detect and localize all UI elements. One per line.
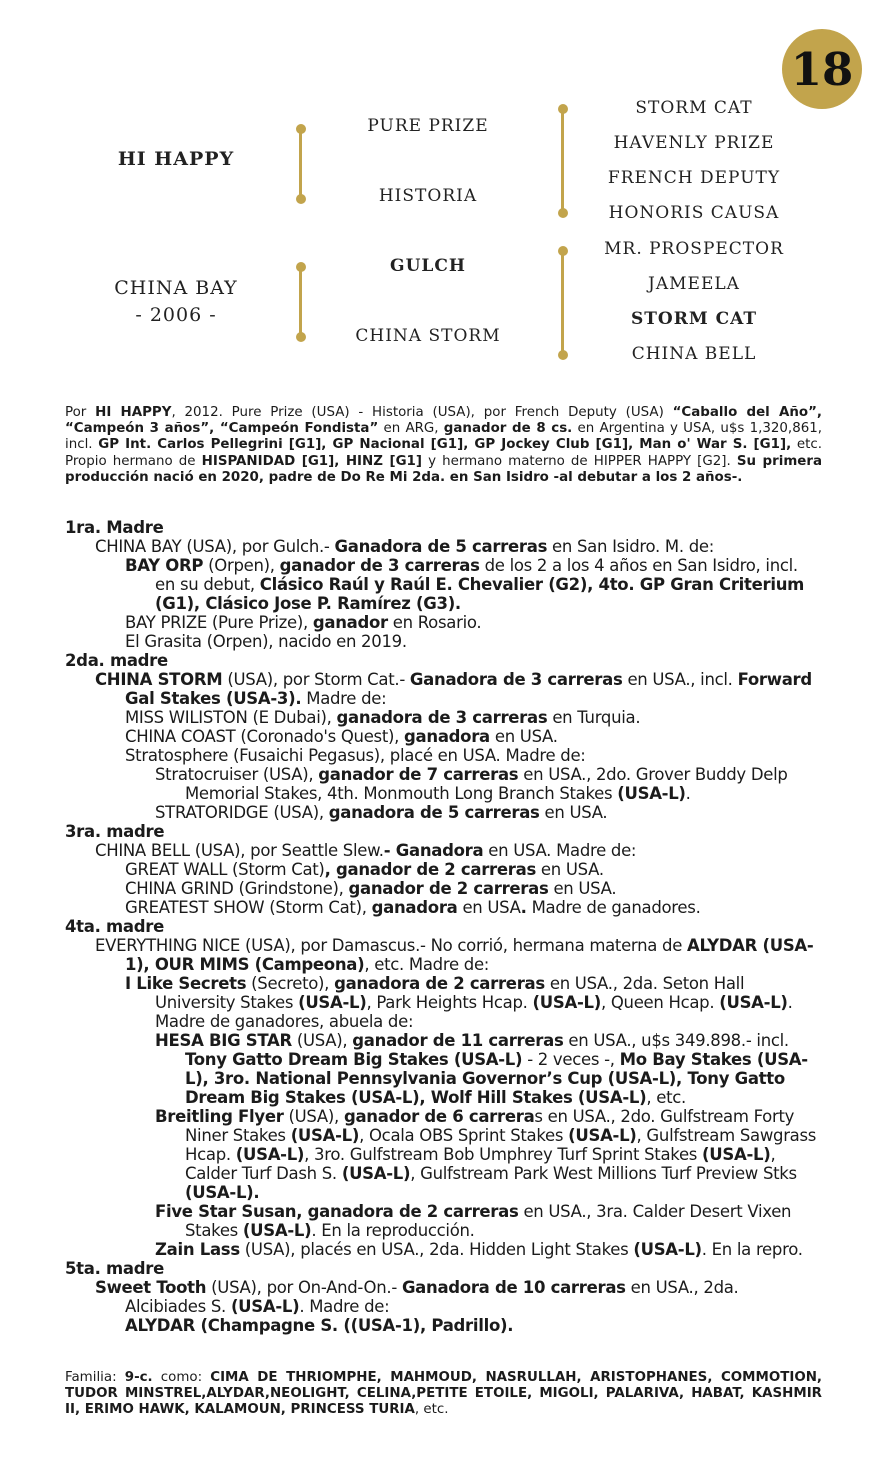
- offspring-entry: I Like Secrets (Secreto), ganadora de 2 carreras en USA., 2da. Seton Hall University Stakes (USA-L), Park Heights Hcap. (USA-L), Queen Hcap. (USA-L). Madre de ganadores, abuela de:: [125, 974, 793, 1031]
- offspring-entry: Stratosphere (Fusaichi Pegasus), placé en USA. Madre de:: [125, 746, 586, 765]
- connector-dot: [296, 194, 306, 204]
- grand-offspring-entry: Zain Lass (USA), placés en USA., 2da. Hidden Light Stakes (USA-L). En la repro.: [155, 1240, 803, 1259]
- grand-offspring-entry: STRATORIDGE (USA), ganadora de 5 carreras en USA.: [155, 803, 608, 822]
- section-heading: 5ta. madre: [65, 1259, 164, 1278]
- offspring-entry: MISS WILISTON (E Dubai), ganadora de 3 carreras en Turquia.: [125, 708, 641, 727]
- connector-line: [561, 109, 564, 213]
- offspring-entry: CHINA COAST (Coronado's Quest), ganadora en USA.: [125, 727, 558, 746]
- offspring-entry: BAY ORP (Orpen), ganador de 3 carreras de los 2 a los 4 años en San Isidro, incl. en su debut, Clásico Raúl y Raúl E. Chevalier (G2), 4to. GP Gran Criterium (G1), Clásico Jose P. Ramírez (G3).: [125, 556, 805, 613]
- ggp-3: FRENCH DEPUTY: [607, 168, 781, 188]
- dam-name: CHINA BAY: [114, 277, 238, 299]
- sire-sire: PURE PRIZE: [367, 116, 489, 136]
- dam-dam: CHINA STORM: [355, 326, 501, 346]
- connector-line: [561, 251, 564, 355]
- sire-name: HI HAPPY: [117, 148, 235, 170]
- offspring-entry: BAY PRIZE (Pure Prize), ganador en Rosario.: [125, 613, 482, 632]
- page-number: 18: [790, 42, 854, 96]
- ggp-5: MR. PROSPECTOR: [604, 239, 784, 259]
- grand-offspring-entry: Breitling Flyer (USA), ganador de 6 carreras en USA., 2do. Gulfstream Forty Niner Stakes (USA-L), Ocala OBS Sprint Stakes (USA-L), Gulfstream Sawgrass Hcap. (USA-L), 3ro. Gulfstream Bob Umphrey Turf Sprint Stakes (USA-L), Calder Turf Dash S. (USA-L), Gulfstream Park West Millions Turf Preview Stks (USA-L).: [155, 1107, 817, 1202]
- dam-entry: EVERYTHING NICE (USA), por Damascus.- No corrió, hermana materna de ALYDAR (USA-1), OUR MIMS (Campeona), etc. Madre de:: [95, 936, 814, 974]
- dam-sire: GULCH: [390, 256, 466, 276]
- section-heading: 1ra. Madre: [65, 518, 164, 537]
- ggp-6: JAMEELA: [648, 274, 740, 294]
- offspring-entry: CHINA GRIND (Grindstone), ganador de 2 carreras en USA.: [125, 879, 617, 898]
- offspring-entry: GREATEST SHOW (Storm Cat), ganadora en USA. Madre de ganadores.: [125, 898, 701, 917]
- offspring-entry: El Grasita (Orpen), nacido en 2019.: [125, 632, 407, 651]
- connector-line: [299, 267, 302, 337]
- dam-name-block: [100, 275, 252, 329]
- dam-entry: CHINA BAY (USA), por Gulch.- Ganadora de 5 carreras en San Isidro. M. de:: [95, 537, 715, 556]
- dam-entry: CHINA BELL (USA), por Seattle Slew.- Ganadora en USA. Madre de:: [95, 841, 637, 860]
- connector-dot: [558, 208, 568, 218]
- section-heading: 3ra. madre: [65, 822, 165, 841]
- connector-dot: [558, 350, 568, 360]
- connector-dot: [296, 332, 306, 342]
- connector-line: [299, 129, 302, 199]
- sire-paragraph: Por HI HAPPY, 2012. Pure Prize (USA) - Historia (USA), por French Deputy (USA) “Caballo del Año”, “Campeón 3 años”, “Campeón Fondista” en ARG, ganador de 8 cs. en Argentina y USA, u$s 1,320,861, incl. GP Int. Carlos Pellegrini [G1], GP Nacional [G1], GP Jockey Club [G1], Man o' War S. [G1], etc. Propio hermano de HISPANIDAD [G1], HINZ [G1] y hermano materno de HIPPER HAPPY [G2]. Su primera producción nació en 2020, padre de Do Re Mi 2da. en San Isidro -al debutar a los 2 años-.: [65, 405, 823, 485]
- grand-offspring-entry: Stratocruiser (USA), ganador de 7 carreras en USA., 2do. Grover Buddy Delp Memorial Stakes, 4th. Monmouth Long Branch Stakes (USA-L).: [155, 765, 788, 803]
- dam-entry: Sweet Tooth (USA), por On-And-On.- Ganadora de 10 carreras en USA., 2da. Alcibiades S. (USA-L). Madre de:: [95, 1278, 739, 1316]
- dam-entry: CHINA STORM (USA), por Storm Cat.- Ganadora de 3 carreras en USA., incl. Forward Gal Stakes (USA-3). Madre de:: [95, 670, 812, 708]
- section-heading: 4ta. madre: [65, 917, 164, 936]
- ggp-1: STORM CAT: [635, 98, 753, 118]
- dam-year: - 2006 -: [135, 304, 217, 326]
- offspring-entry: GREAT WALL (Storm Cat), ganador de 2 carreras en USA.: [125, 860, 604, 879]
- ggp-7: STORM CAT: [630, 309, 758, 329]
- ggp-4: HONORIS CAUSA: [608, 203, 780, 223]
- ggp-8: CHINA BELL: [631, 344, 757, 364]
- section-heading: 2da. madre: [65, 651, 168, 670]
- offspring-entry: ALYDAR (Champagne S. ((USA-1), Padrillo).: [125, 1316, 514, 1335]
- grand-offspring-entry: Five Star Susan, ganadora de 2 carreras en USA., 3ra. Calder Desert Vixen Stakes (USA-L). En la reproducción.: [155, 1202, 792, 1240]
- ggp-2: HAVENLY PRIZE: [613, 133, 775, 153]
- familia-paragraph: Familia: 9-c. como: CIMA DE THRIOMPHE, MAHMOUD, NASRULLAH, ARISTOPHANES, COMMOTION, TUDOR MINSTREL,ALYDAR,NEOLIGHT, CELINA,PETITE ETOILE, MIGOLI, PALARIVA, HABAT, KASHMIR II, ERIMO HAWK, KALAMOUN, PRINCESS TURIA, etc.: [65, 1370, 822, 1418]
- page-number-badge: [782, 29, 862, 109]
- family-body: [65, 518, 822, 1335]
- sire-dam: HISTORIA: [378, 186, 478, 206]
- grand-offspring-entry: HESA BIG STAR (USA), ganador de 11 carreras en USA., u$s 349.898.- incl. Tony Gatto Dream Big Stakes (USA-L) - 2 veces -, Mo Bay Stakes (USA-L), 3ro. National Pennsylvania Governor’s Cup (USA-L), Tony Gatto Dream Big Stakes (USA-L), Wolf Hill Stakes (USA-L), etc.: [155, 1031, 808, 1107]
